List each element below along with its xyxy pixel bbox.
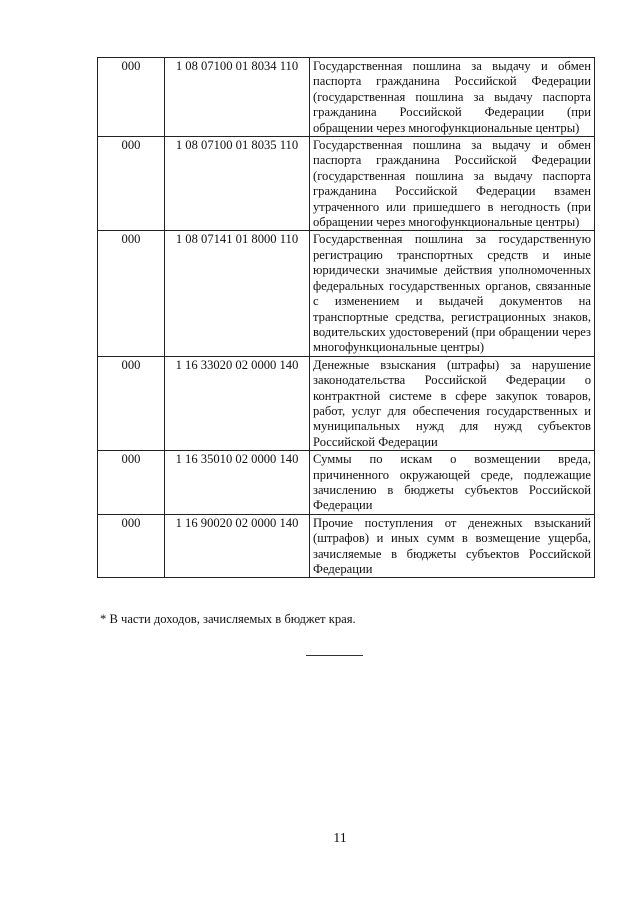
admin-code-cell: 000 [98, 514, 165, 578]
description-cell: Государственная пошлина за государственную регистрацию транспортных средств и иные юридически значимые действия уполномоченных федеральных государственных органов, связанные с изменением и выдачей документов на транспортные средства, регистрационных знаков, водительских удостоверений (при обращении через многофункциональные центры) [310, 231, 595, 356]
table-row [98, 451, 595, 515]
table-row [98, 137, 595, 231]
table-body [98, 58, 595, 578]
description-cell: Прочие поступления от денежных взысканий (штрафов) и иных сумм в возмещение ущерба, зачисляемые в бюджеты субъектов Российской Федерации [310, 514, 595, 578]
page-number: 11 [333, 831, 347, 846]
admin-code-cell: 000 [98, 137, 165, 231]
table-row [98, 58, 595, 137]
description-cell: Суммы по искам о возмещении вреда, причиненного окружающей среде, подлежащие зачислению в бюджеты субъектов Российской Федерации [310, 451, 595, 515]
admin-code-cell: 000 [98, 451, 165, 515]
admin-code-cell: 000 [98, 231, 165, 356]
description-cell: Денежные взыскания (штрафы) за нарушение законодательства Российской Федерации о контрактной системе в сфере закупок товаров, работ, услуг для обеспечения государственных и муниципальных нужд для нужд субъектов Российской Федерации [310, 356, 595, 450]
footnote: * В части доходов, зачисляемых в бюджет края. [100, 612, 356, 626]
table-row [98, 356, 595, 450]
revenue-code-cell: 1 08 07100 01 8034 110 [165, 58, 310, 137]
table-row [98, 231, 595, 356]
revenue-code-cell: 1 16 90020 02 0000 140 [165, 514, 310, 578]
description-cell: Государственная пошлина за выдачу и обмен паспорта гражданина Российской Федерации (государственная пошлина за выдачу паспорта гражданина Российской Федерации (при обращении через многофункциональные центры) [310, 58, 595, 137]
revenue-codes-table [97, 57, 595, 578]
revenue-code-cell: 1 16 33020 02 0000 140 [165, 356, 310, 450]
table-row [98, 514, 595, 578]
revenue-code-cell: 1 16 35010 02 0000 140 [165, 451, 310, 515]
revenue-code-cell: 1 08 07141 01 8000 110 [165, 231, 310, 356]
admin-code-cell: 000 [98, 356, 165, 450]
admin-code-cell: 000 [98, 58, 165, 137]
revenue-code-cell: 1 08 07100 01 8035 110 [165, 137, 310, 231]
description-cell: Государственная пошлина за выдачу и обмен паспорта гражданина Российской Федерации (государственная пошлина за выдачу паспорта гражданина Российской Федерации взамен утраченного или пришедшего в негодность (при обращении через многофункциональные центры) [310, 137, 595, 231]
end-separator-line [306, 655, 363, 656]
